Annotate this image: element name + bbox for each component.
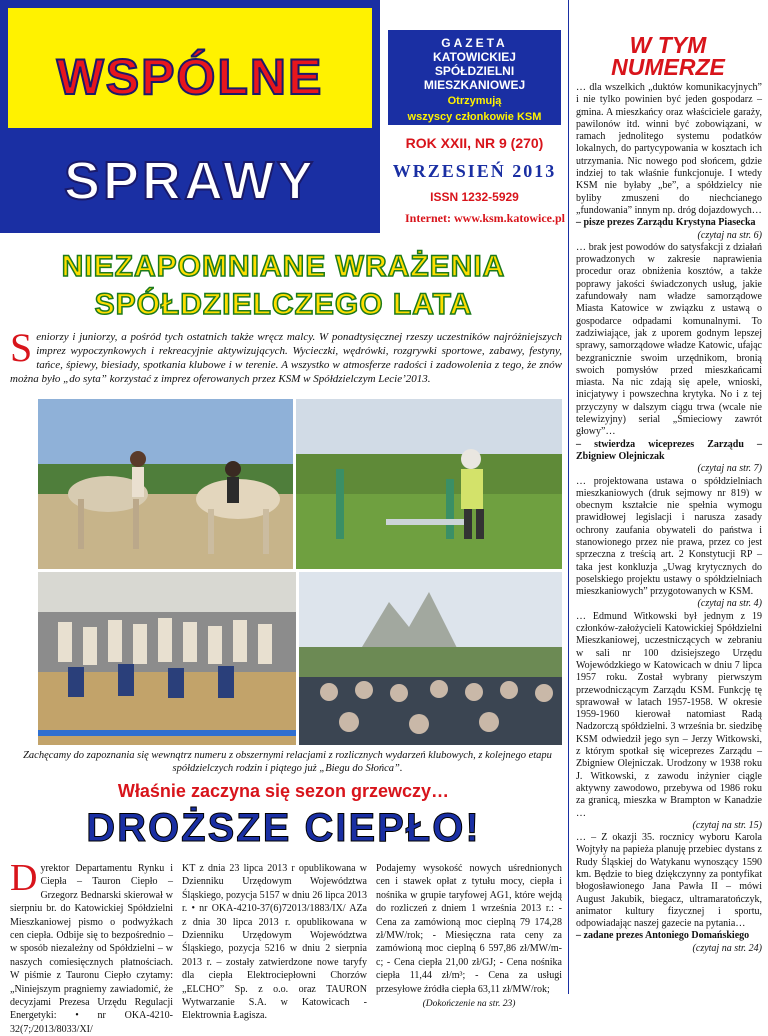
main-headline-line2: SPÓŁDZIELCZEGO LATA xyxy=(94,288,473,321)
publisher-box xyxy=(388,30,561,125)
article-column-2-text: KT z dnia 23 lipca 2013 r opublikowana w Dzienniku Urzędowym Województwa Śląskiego, pozycja 5157 w dniu 26 lipca 2013 r. • nr OKA-4210-37(6)72013/1883/IX/ AZa z dnia 30 lipca 2013 r. opublikowana w Dzienniku Urzędowym Województwa Śląskiego, pozycja 5216 w dniu 2 sierpnia 2013 r. – zostały zatwierdzone nowe taryfy dla ciepła Elektrociepłowni Chorzów „ELCHO” Sp. z o.o. oraz TAURON Wytwarzanie S.A. w Katowicach - Elektrownia Łagisza. xyxy=(182,863,367,1022)
issue-info xyxy=(388,135,561,204)
lead-dropcap: S xyxy=(10,325,33,370)
main-headline xyxy=(0,248,567,324)
masthead-title-line2: SPRAWY xyxy=(63,151,317,211)
sidebar-item-text: … brak jest powodów do satysfakcji z działań prowadzonych w zakresie naprawienia procedur oraz obniżenia kosztów, a także poprawy jakości świadczonych usług, jakie zafundowały nam władze samorządowe Miasta Katowice w związku z ustawą o gospodarce odpadami komunalnymi. To zadziwiające, jak z uporem godnym lepszej sprawy, samorządowe władze Katowic, ufając bezgranicznie swoim urzędnikom, bronią swoich pomysłów przed mieszkańcami miasta. Na nic zdają się apele, wnioski, inicjatywy i powszechna krytyka. No i z tej przyczyny w dalszym ciągu trwa (wcale nie telewizyjny) serial „Śmieciowy zawrót głowy”… xyxy=(576,241,762,438)
article-column-1-text: yrektor Departamentu Rynku i Ciepła – Tauron Ciepło – Grzegorz Bednarski skierował w sierpniu br. do Katowickiej Spółdzielni Mieszkaniowej pismo o podwyżkach cen ciepła. Odbije się to bezpośrednio – w sposób niezależny od Spółdzielni – w naszych comiesięcznych płatnościach. W piśmie z Tauronu Ciepło czytamy: „Niniejszym pragniemy zawiadomić, że decyzjami Prezesa Urzędu Regulacji Energetyki: • nr OKA-4210-32(7;/2013/8033/XI/ xyxy=(10,863,173,1035)
sidebar-item-text: … Edmund Witkowski był jednym z 19 członków-założycieli Katowickiej Spółdzielni Mieszkaniowej, uczestniczących w zebraniu w sali nr 100 dzisiejszego Urzędu Wojewódzkiego w Katowicach w dniu 7 lipca 1957 roku. Został wybrany pierwszym przewodniczącym Zarządu KSM. Funkcję tę sprawował w latach 1957-1958. W okresie 1959-1960 kierował natomiast Radą Nadzorczą spółdzielni. 3 września br. siedzibę KSM odwiedził jego syn – Jerzy Witkowski, z którym spotkał się wiceprezes Zarządu – Zbigniew Olejniczak. Urodzony w 1938 roku J. Witkowski, z zawodu inżynier ciągle aktywny zawodowo, przebywa od 1986 roku za granicą, mieszka w Brampton w Kanadzie … xyxy=(576,610,762,819)
article-column-1 xyxy=(10,857,173,1036)
lead-paragraph xyxy=(10,325,562,386)
photo-horses xyxy=(38,399,293,569)
continued-note: (Dokończenie na str. 23) xyxy=(422,999,516,1010)
sidebar-item-ref[interactable]: (czytaj na str. 6) xyxy=(697,229,762,241)
sidebar-title-line1: W TYM xyxy=(629,32,707,58)
sidebar-item-ref[interactable]: (czytaj na str. 4) xyxy=(697,598,762,610)
issue-number: ROK XXII, NR 9 (270) xyxy=(405,135,544,151)
article-column-3 xyxy=(376,862,562,1011)
publisher-line-3: MIESZKANIOWEJ xyxy=(423,78,526,92)
sidebar-contents xyxy=(576,82,762,955)
sidebar-item-ref[interactable]: (czytaj na str. 15) xyxy=(692,819,762,831)
recipients-line-1: Otrzymują xyxy=(447,95,502,107)
sidebar-item-signature: – pisze prezes Zarządu Krystyna Piasecka xyxy=(576,217,756,229)
sidebar-item-text: … – Z okazji 35. rocznicy wyboru Karola Wojtyły na papieża planuję przebiec dystans z Rudy Śląskiej do Watykanu wynoszący 1590 km. Będzie to bieg dziękczynny za pontyfikat błogosławionego Jana Pawła II – mówi August Jakubik, biegacz, ultramaratończyk, animator kultury fizycznej i sportu, odpowiadając naszej gazecie na pytania… xyxy=(576,832,762,930)
photo-runners xyxy=(38,572,296,745)
sidebar-item-ref[interactable]: (czytaj na str. 24) xyxy=(692,942,762,954)
sidebar-title xyxy=(568,34,768,78)
article-dropcap: D xyxy=(10,857,38,899)
photo-outdoor-gym xyxy=(296,399,562,569)
article-headline: DROŻSZE CIEPŁO! xyxy=(86,806,481,850)
main-headline-line1: NIEZAPOMNIANE WRAŻENIA xyxy=(61,250,506,283)
sidebar-title-line2: NUMERZE xyxy=(611,54,725,80)
sidebar-item-text: … dla wszelkich „duktów komunikacyjnych” i nie tylko powinien być jeden gospodarz – gmina. A mieszkańcy oraz właściciele garaży, pawilonów itd. winni być zobowiązani, w ramach jednolitego systemu podatków lokalnych, do partycypowania w kosztach ich utrzymania. Nic nowego pod słońcem, gdzie indziej to tak właśnie funkcjonuje. I wtedy KSM nie byłaby „be”, a spółdzielcy nie byliby zmuszeni do niechcianego „fundowania” innym np. dróg dojazdowych… xyxy=(576,82,762,216)
issue-month: WRZESIEŃ 2013 xyxy=(392,161,557,181)
photo-audience xyxy=(299,572,562,745)
sidebar-item-signature: – stwierdza wiceprezes Zarządu – Zbigniew Olejniczak xyxy=(576,438,762,462)
masthead-title-line1: WSPÓLNE xyxy=(56,49,324,105)
article-column-2 xyxy=(182,862,367,1023)
sidebar-item-ref[interactable]: (czytaj na str. 7) xyxy=(697,463,762,475)
sidebar-item-signature: – zadane prezes Antoniego Domańskiego xyxy=(576,930,750,942)
lead-text: eniorzy i juniorzy, a pośród tych ostatnich także wręcz malcy. W ponadtysięcznej rzeszy uczestników najróżniejszych imprez wypoczynkowych i rekreacyjnie aktywizujących. Wycieczki, wędrówki, rozgrywki sportowe, zabawy, festyny, tańce, śpiewy, biesiady, spotkania klubowe i w terenie. A wszystko w atmosferze radości i zadowolenia z tego, że znów można było „do syta” korzystać z imprez oferowanych przez KSM w Spółdzielczym Lecie’2013. xyxy=(10,331,562,385)
article-column-3-text: Podajemy wysokość nowych uśrednionych cen i stawek opłat z tytułu mocy, ciepła i nośnika w grupie taryfowej AG1, które wejdą do rozliczeń z dniem 1 września 2013 r.: - Cena za zamówioną moc cieplną 79 174,28 zł/MW/rok; - Miesięczna rata ceny za zamówioną moc cieplną 6 597,86 zł/MW/m-c; - Cena ciepła 21,00 zł/GJ; - Cena nośnika ciepła 11,44 zł/m³; - Cena za usługi przesyłowe źródła ciepła 63,11 zł/MW/rok; xyxy=(376,863,562,995)
photo-caption: Zachęcamy do zapoznania się wewnątrz numeru z obszernymi relacjami z rozlicznych wydarzeń klubowych, z kolejnego etapu spółdzielczych rodzin i piątego już „Biegu do Słońca”. xyxy=(23,750,552,774)
recipients-line-2: wszyscy członkowie KSM xyxy=(407,111,542,123)
article-subhead: Właśnie zaczyna się sezon grzewczy… xyxy=(117,781,450,801)
issn: ISSN 1232-5929 xyxy=(430,190,519,204)
sidebar-item-text: … projektowana ustawa o spółdzielniach mieszkaniowych (druk sejmowy nr 819) w obecnym kształcie nie spełnia wymogu prawidłowej legislacji i narusza zasady ochrony zaufania obywateli do państwa i stanowionego przez nie prawa, przez co jest sprzeczna z treścią art. 2 Konstytucji RP – taka jest konkluzja „Uwag krytycznych do poselskiego projektu ustawy o spółdzielniach mieszkaniowych” przygotowanych w KSM. xyxy=(576,475,762,598)
publisher-line-1: KATOWICKIEJ xyxy=(433,50,516,64)
masthead xyxy=(0,0,380,233)
gazeta-label: GAZETA xyxy=(441,36,508,50)
publisher-line-2: SPÓŁDZIELNI xyxy=(434,64,515,78)
website-link[interactable]: Internet: www.ksm.katowice.pl xyxy=(405,211,565,225)
